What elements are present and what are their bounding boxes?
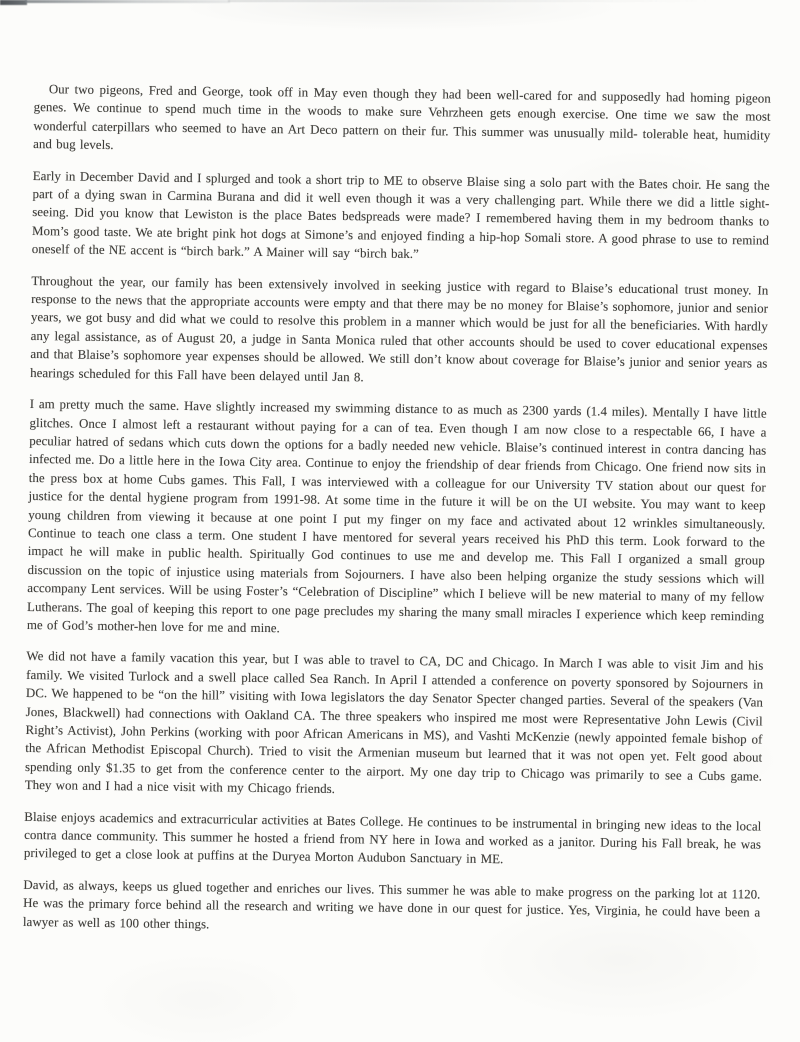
paragraph-david: David, as always, keeps us glued together and enriches our lives. This summer he was able to make progress on the parking lot at 1120. He was the primary force behind all the research and writing we have done in our quest for justice. Yes, Virginia, he could have been a lawyer as well as 100 other things. [22, 877, 761, 932]
scan-edge-artifact-faint [228, 0, 708, 2]
paragraph-personal-update: I am pretty much the same. Have slightly increased my swimming distance to as much as 2300 yards (1.4 miles). Mentally I have little glitches. Once I almost left a restaurant without paying for a can of tea. Even though I am now close to a respectable 66, I have a peculiar hatred of sedans which cuts down the options for a badly needed new vehicle. Blaise’s continued interest in contra dancing has infected me. Do a little here in the Iowa City area. Continue to enjoy the friendship of dear friends from Chicago. One friend now sits in the press box at home Cubs games. This Fall, I was interviewed with a colleague for our University TV station about our quest for justice for the dental hygiene program from 1991-98. At some time in the future it will be on the UI website. You may want to keep young children from viewing it because at one point I put my finger on my face and activated about 12 wrinkles simultaneously. Continue to teach one class a term. One student I have mentored for several years received his PhD this term. Look forward to the impact he will make in public health. Spiritually God continues to use me and develop me. This Fall I organized a small group discussion on the topic of injustice using materials from Sojourners. I have also been helping organize the study sessions which will accompany Lent services. Will be using Foster’s “Celebration of Discipline” which I believe will be new material to many of my fellow Lutherans. The goal of keeping this report to one page precludes my sharing the many small miracles I experience which keep reminding me of God’s mother-hen love for me and mine. [26, 397, 767, 636]
paragraph-travel: We did not have a family vacation this year, but I was able to travel to CA, DC and Chicago. In March I was able to visit Jim and his family. We visited Turlock and a swell place called Sea Ranch. In April I attended a conference on poverty sponsored by Sojourners in DC. We happened to be “on the hill” visiting with Iowa legislators the day Senator Specter changed parties. Several of the speakers (Van Jones, Blackwell) had connections with Oakland CA. The three speakers who inspired me most were Representative John Lewis (Civil Right’s Activist), John Perkins (working with poor African Americans in MS), and Vashti McKenzie (newly appointed female bishop of the African Methodist Episcopal Church). Tried to visit the Armenian museum but learned that it was not open yet. Felt good about spending only $1.35 to get from the conference center to the airport. My one day trip to Chicago was primarily to see a Cubs game. They won and I had a nice visit with my Chicago friends. [24, 649, 764, 797]
paragraph-blaise: Blaise enjoys academics and extracurricular activities at Bates College. He continues to be instrumental in bringing new ideas to the local contra dance community. This summer he hosted a friend from NY here in Iowa and worked as a janitor. During his Fall break, he was privileged to get a close look at puffins at the Duryea Morton Audubon Sanctuary in ME. [23, 809, 762, 867]
letter-body [23, 80, 771, 954]
paragraph-trust-justice: Throughout the year, our family has been extensively involved in seeking justice with regard to Blaise’s educational trust money. In response to the news that the appropriate accounts were empty and that there may be no money for Blaise’s sophomore, junior and senior years, we got busy and did what we could to resolve this problem in a manner which would be just for all the beneficiaries. With hardly any legal assistance, as of August 20, a judge in Santa Monica ruled that other accounts should be used to cover educational expenses and that Blaise’s sophomore year expenses should be allowed. We still don’t know about coverage for Blaise’s junior and senior years as hearings scheduled for this Fall have been delayed until Jan 8. [30, 273, 769, 385]
paragraph-maine-trip: Early in December David and I splurged and took a short trip to ME to observe Blaise sing a solo part with the Bates choir. He sang the part of a dying swan in Carmina Burana and did it well even though it was a very challenging part. While there we did a little sight-seeing. Did you know that Lewiston is the place Bates bedspreads were made? I remembered having them in my bedroom thanks to Mom’s good taste. We ate bright pink hot dogs at Simone’s and enjoyed finding a hip-hop Somali store. A good phrase to use to remind oneself of the NE accent is “birch bark.” A Mainer will say “birch bak.” [31, 168, 770, 262]
scan-edge-artifact-mid [25, 0, 230, 3]
scan-edge-artifact-dark [0, 0, 27, 5]
paragraph-pigeons: Our two pigeons, Fred and George, took off in May even though they had been well-cared for and supposedly had homing pigeon genes. We continue to spend much time in the woods to make sure Vehrzheen gets enough exercise. One time we saw the most wonderful caterpillars who seemed to have an Art Deco pattern on their fur. This summer was unusually mild- tolerable heat, humidity and bug levels. [33, 82, 771, 153]
